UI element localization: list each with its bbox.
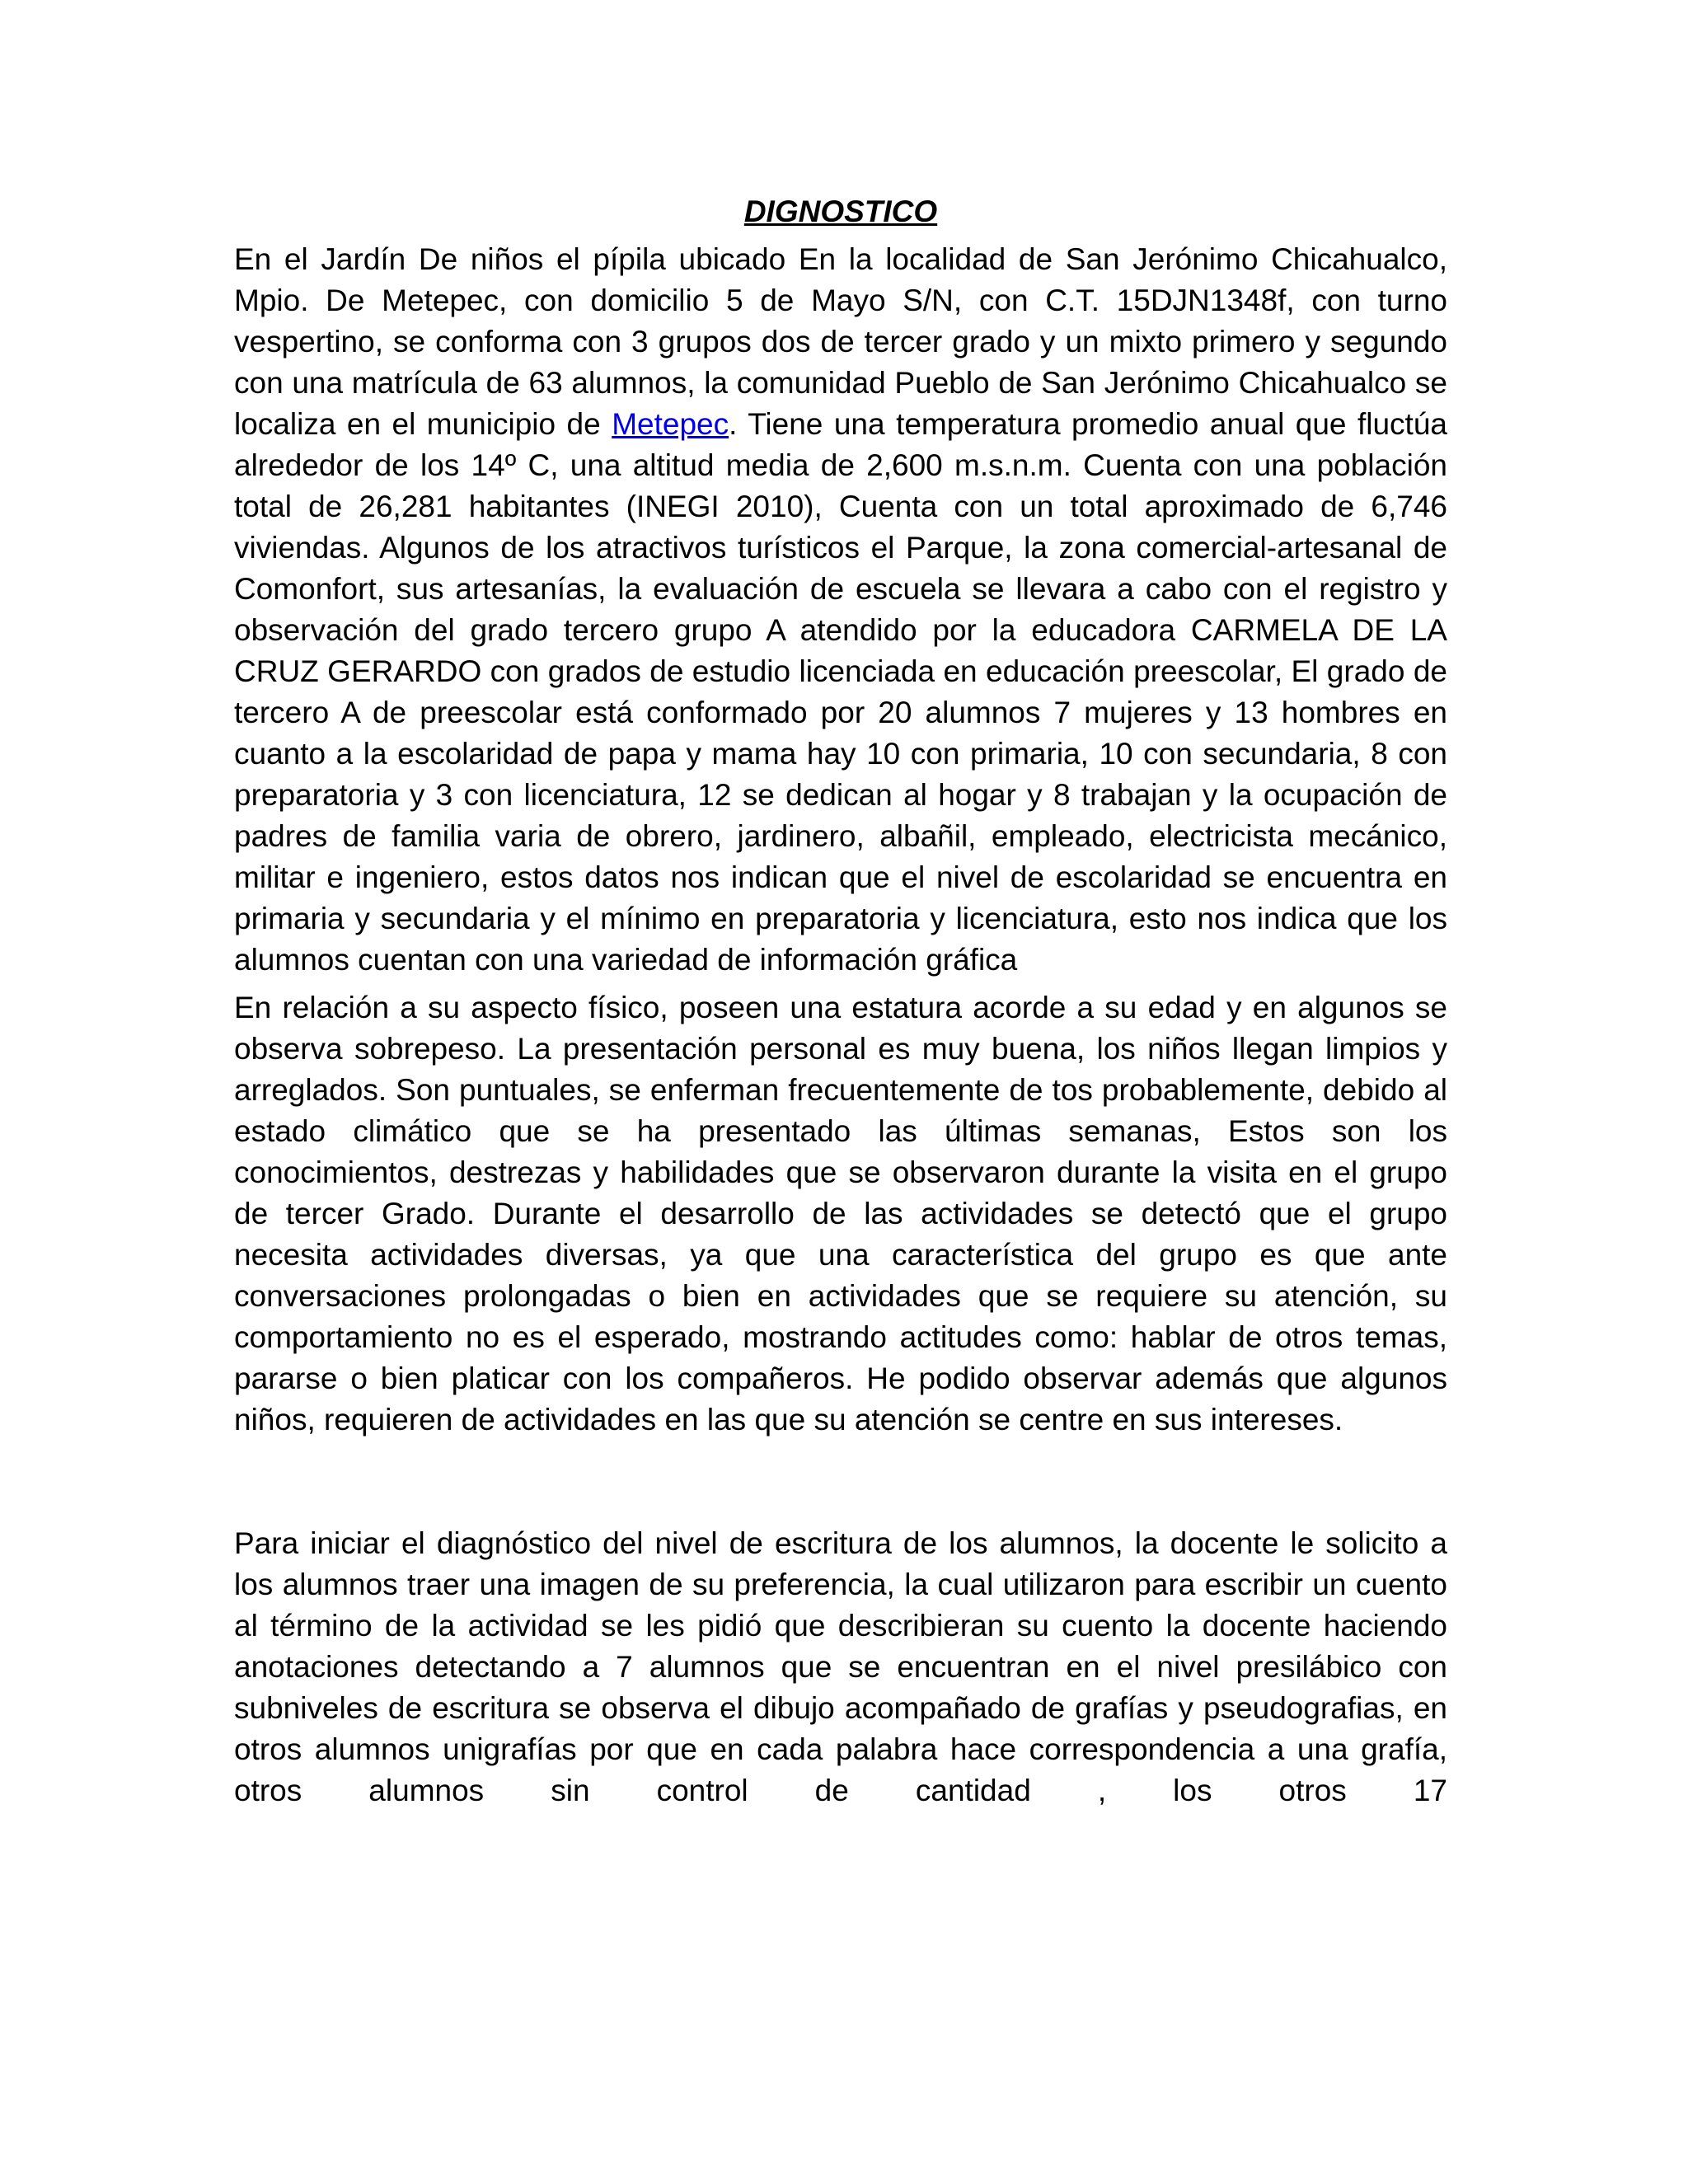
- paragraph-1-text-after-link: . Tiene una temperatura promedio anual que fluctúa alrededor de los 14º C, una altitud media de 2,600 m.s.n.m. Cuenta con una población total de 26,281 habitantes (INEGI 2010), Cuenta con un total aproximado de 6,746 viviendas. Algunos de los atractivos turísticos el Parque, la zona comercial-artesanal de Comonfort, sus artesanías, la evaluación de escuela se llevara a cabo con el registro y observación del grado tercero grupo A atendido por la educadora CARMELA DE LA CRUZ GERARDO con grados de estudio licenciada en educación preescolar, El grado de tercero A de preescolar está conformado por 20 alumnos 7 mujeres y 13 hombres en cuanto a la escolaridad de papa y mama hay 10 con primaria, 10 con secundaria, 8 con preparatoria y 3 con licenciatura, 12 se dedican al hogar y 8 trabajan y la ocupación de padres de familia varia de obrero, jardinero, albañil, empleado, electricista mecánico, militar e ingeniero, estos datos nos indican que el nivel de escolaridad se encuentra en primaria y secundaria y el mínimo en preparatoria y licenciatura, esto nos indica que los alumnos cuentan con una variedad de información gráfica: [234, 407, 1447, 977]
- paragraph-location-info: [234, 239, 1447, 981]
- document-body: [234, 191, 1447, 1811]
- paragraph-writing-diagnosis: Para iniciar el diagnóstico del nivel de escritura de los alumnos, la docente le solicito a los alumnos traer una imagen de su preferencia, la cual utilizaron para escribir un cuento al término de la actividad se les pidió que describieran su cuento la docente haciendo anotaciones detectando a 7 alumnos que se encuentran en el nivel presilábico con subniveles de escritura se observa el dibujo acompañado de grafías y pseudografias, en otros alumnos unigrafías por que en cada palabra hace correspondencia a una grafía, otros alumnos sin control de cantidad , los otros 17: [234, 1526, 1447, 1807]
- paragraph-physical-aspect: En relación a su aspecto físico, poseen una estatura acorde a su edad y en algunos se observa sobrepeso. La presentación personal es muy buena, los niños llegan limpios y arreglados. Son puntuales, se enferman frecuentemente de tos probablemente, debido al estado climático que se ha presentado las últimas semanas, Estos son los conocimientos, destrezas y habilidades que se observaron durante la visita en el grupo de tercer Grado. Durante el desarrollo de las actividades se detectó que el grupo necesita actividades diversas, ya que una característica del grupo es que ante conversaciones prolongadas o bien en actividades que se requiere su atención, su comportamiento no es el esperado, mostrando actitudes como: hablar de otros temas, pararse o bien platicar con los compañeros. He podido observar además que algunos niños, requieren de actividades en las que su atención se centre en sus intereses.: [234, 991, 1447, 1436]
- document-title: DIGNOSTICO: [743, 194, 938, 228]
- paragraph-1-text-before-link: En el Jardín De niños el pípila ubicado En la localidad de San Jerónimo Chicahualco, Mpio. De Metepec, con domicilio 5 de Mayo S/N, con C.T. 15DJN1348f, con turno vespertino, se conforma con 3 grupos dos de tercer grado y un mixto primero y segundo con una matrícula de 63 alumnos, la comunidad Pueblo de San Jerónimo Chicahualco se localiza en el municipio de: [234, 242, 1447, 441]
- metepec-link[interactable]: Metepec: [612, 407, 729, 441]
